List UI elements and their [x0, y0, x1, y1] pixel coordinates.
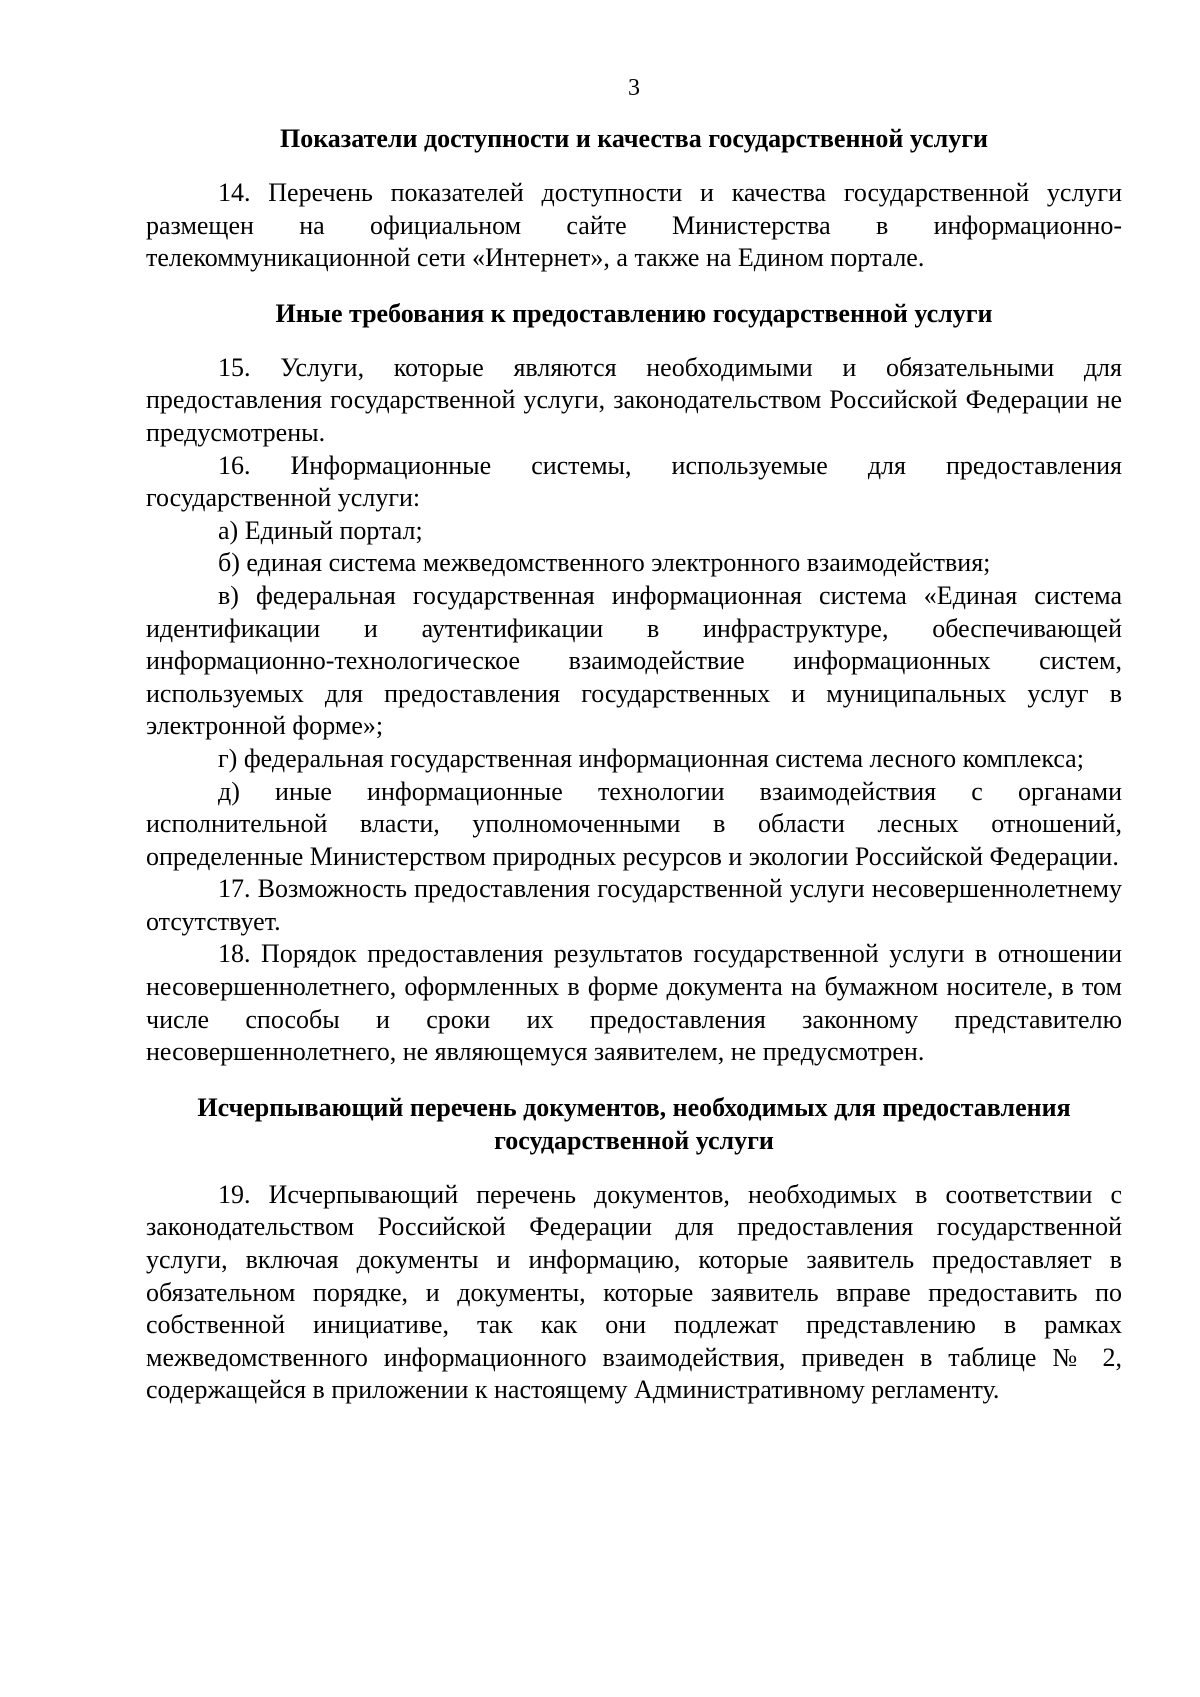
paragraph-17: 17. Возможность предоставления государственной услуги несовершеннолетнему отсутствует. — [146, 874, 1122, 936]
list-item-b: б) единая система межведомственного электронного взаимодействия; — [218, 548, 991, 578]
paragraph-19: 19. Исчерпывающий перечень документов, необходимых в соответствии с законодательством Российской Федерации для предоставления государственной услуги, включая документы и информацию, которые заявитель предоставляет в обязательном порядке, и документы, которые заявитель вправе предоставить по собственной инициативе, так как они подлежат представлению в рамках межведомственного информационного взаимодействия, приведен в таблице № 2, содержащейся в приложении к настоящему Административному регламенту. — [146, 1179, 1122, 1405]
paragraph-14: 14. Перечень показателей доступности и качества государственной услуги размещен на официальном сайте Министерства в информационно-телекоммуникационной сети «Интернет», а также на Едином портале. — [146, 178, 1122, 273]
list-item-a: а) Единый портал; — [218, 515, 423, 545]
section-accessibility-quality — [146, 122, 1122, 275]
section-other-requirements — [146, 297, 1122, 1069]
section-heading-line2: государственной услуги — [494, 1125, 774, 1155]
paragraph-15: 15. Услуги, которые являются необходимыми и обязательными для предоставления государственной услуги, законодательством Российской Федерации не предусмотрены. — [146, 352, 1122, 447]
section-heading — [146, 1091, 1122, 1157]
page-number: 3 — [628, 75, 640, 101]
list-item-d: д) иные информационные технологии взаимодействия с органами исполнительной власти, уполномоченными в области лесных отношений, определенные Министерством природных ресурсов и экологии Российской Федерации. — [146, 776, 1122, 871]
paragraph-16: 16. Информационные системы, используемые для предоставления государственной услуги: — [146, 450, 1122, 513]
section-heading: Иные требования к предоставлению государственной услуги — [275, 298, 993, 328]
list-item-g: г) федеральная государственная информационная система лесного комплекса; — [218, 743, 1084, 773]
list-item-v: в) федеральная государственная информационная система «Единая система идентификации и аутентификации в инфраструктуре, обеспечивающей информационно-технологическое взаимодействие информационных систем, используемых для предоставления государственных и муниципальных услуг в электронной форме»; — [146, 580, 1122, 741]
paragraph-18: 18. Порядок предоставления результатов государственной услуги в отношении несовершеннолетнего, оформленных в форме документа на бумажном носителе, в том числе способы и сроки их предоставления законному представителю несовершеннолетнего, не являющемуся заявителем, не предусмотрен. — [146, 939, 1122, 1067]
section-heading-line1: Исчерпывающий перечень документов, необходимых для предоставления — [197, 1092, 1071, 1122]
section-heading: Показатели доступности и качества государственной услуги — [279, 124, 989, 153]
section-documents-list — [146, 1091, 1122, 1407]
